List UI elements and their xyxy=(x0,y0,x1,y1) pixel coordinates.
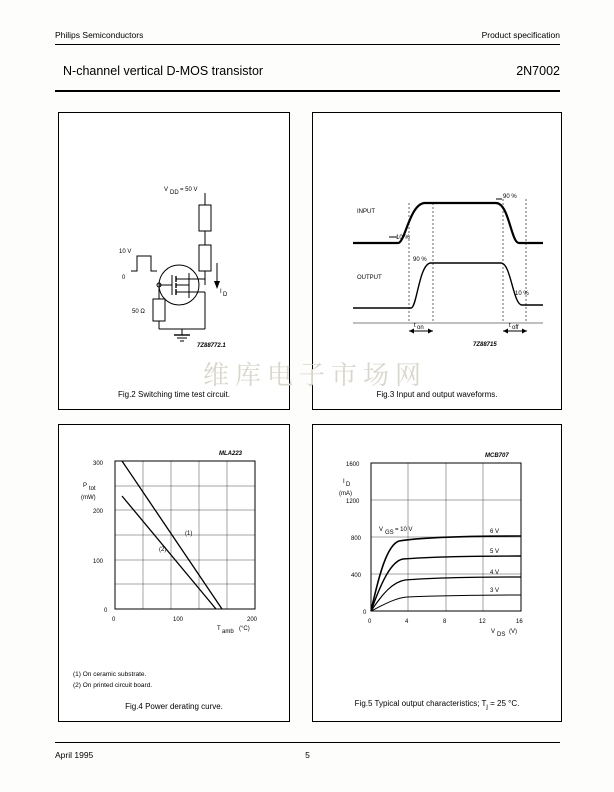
svg-text:800: 800 xyxy=(351,536,362,542)
fig3-waveforms xyxy=(313,113,559,378)
figure-3-caption: Fig.3 Input and output waveforms. xyxy=(376,390,498,399)
svg-text:V: V xyxy=(379,527,384,533)
svg-text:0: 0 xyxy=(122,275,126,281)
svg-text:16: 16 xyxy=(516,619,523,625)
figure-5-caption-main: Fig.5 Typical output characteristics; T xyxy=(354,699,487,709)
svg-text:3 V: 3 V xyxy=(490,588,500,594)
svg-text:OUTPUT: OUTPUT xyxy=(357,275,382,281)
svg-text:0: 0 xyxy=(112,617,116,623)
svg-text:200: 200 xyxy=(247,617,258,623)
svg-text:(mA): (mA) xyxy=(339,491,352,497)
figure-3 xyxy=(312,112,562,410)
svg-text:4: 4 xyxy=(405,619,409,625)
figure-4 xyxy=(58,424,290,722)
svg-text:200: 200 xyxy=(93,509,104,515)
svg-text:300: 300 xyxy=(93,461,104,467)
svg-text:4 V: 4 V xyxy=(490,570,500,576)
svg-text:400: 400 xyxy=(351,573,362,579)
svg-text:DD: DD xyxy=(170,190,179,196)
svg-text:(V): (V) xyxy=(509,629,517,635)
figure-4-caption: Fig.4 Power derating curve. xyxy=(125,702,223,711)
figure-4-note-2: (2) On printed circuit board. xyxy=(73,682,153,689)
svg-text:90 %: 90 % xyxy=(503,194,517,200)
figure-5-caption-sub: j xyxy=(486,704,488,711)
svg-text:10 V: 10 V xyxy=(119,249,132,255)
svg-text:0: 0 xyxy=(104,608,108,614)
figure-5-caption-end: = 25 °C. xyxy=(487,699,520,709)
svg-text:10 %: 10 % xyxy=(396,235,410,241)
svg-text:V: V xyxy=(491,629,496,635)
fig2-circuit xyxy=(59,113,287,378)
figure-4-notes xyxy=(73,669,152,691)
header-rule xyxy=(55,44,560,45)
fig5-chart xyxy=(313,425,559,660)
svg-text:(2): (2) xyxy=(159,547,167,553)
svg-text:0: 0 xyxy=(368,619,372,625)
svg-text:6 V: 6 V xyxy=(490,529,500,535)
svg-text:DS: DS xyxy=(497,632,506,638)
fig4-chart xyxy=(59,425,287,660)
svg-text:100: 100 xyxy=(173,617,184,623)
svg-text:off: off xyxy=(512,325,519,331)
svg-text:T: T xyxy=(217,626,221,632)
footer-date: April 1995 xyxy=(55,750,94,760)
figure-2 xyxy=(58,112,290,410)
svg-text:1200: 1200 xyxy=(346,499,360,505)
svg-text:D: D xyxy=(223,292,228,298)
figure-2-caption: Fig.2 Switching time test circuit. xyxy=(117,390,231,399)
figure-5 xyxy=(312,424,562,722)
page-title: N-channel vertical D-MOS transistor xyxy=(63,64,264,78)
header-left: Philips Semiconductors xyxy=(55,30,144,40)
svg-text:tot: tot xyxy=(89,486,96,492)
footer-page-number: 5 xyxy=(305,750,310,760)
svg-text:(mW): (mW) xyxy=(81,495,96,501)
svg-text:P: P xyxy=(83,483,88,489)
svg-text:D: D xyxy=(346,482,351,488)
svg-text:V: V xyxy=(164,187,169,193)
svg-text:7Z88772.1: 7Z88772.1 xyxy=(197,343,226,349)
svg-text:10 %: 10 % xyxy=(515,291,529,297)
svg-text:MLA223: MLA223 xyxy=(219,451,243,457)
watermark: 维库电子市场网 xyxy=(202,361,427,391)
svg-text:t: t xyxy=(414,323,416,329)
title-rule xyxy=(55,90,560,92)
svg-text:= 50 V: = 50 V xyxy=(180,187,198,193)
part-number: 2N7002 xyxy=(516,64,560,78)
svg-text:I: I xyxy=(343,479,345,485)
figure-4-note-1: (1) On ceramic substrate. xyxy=(73,671,147,678)
svg-text:90 %: 90 % xyxy=(413,257,427,263)
svg-text:50 Ω: 50 Ω xyxy=(132,309,145,315)
svg-text:7Z88715: 7Z88715 xyxy=(473,342,497,348)
svg-text:= 10 V: = 10 V xyxy=(395,527,413,533)
svg-text:(°C): (°C) xyxy=(239,626,250,632)
svg-text:MCB707: MCB707 xyxy=(485,453,509,459)
footer-rule xyxy=(55,742,560,743)
svg-text:8: 8 xyxy=(443,619,447,625)
svg-text:12: 12 xyxy=(479,619,486,625)
svg-text:(1): (1) xyxy=(185,531,193,537)
svg-text:t: t xyxy=(509,323,511,329)
svg-text:5 V: 5 V xyxy=(490,549,500,555)
figure-5-caption xyxy=(313,699,561,711)
svg-text:I: I xyxy=(220,289,222,295)
title-row xyxy=(55,64,560,84)
svg-text:amb: amb xyxy=(222,629,234,635)
svg-text:0: 0 xyxy=(363,610,367,616)
svg-text:1600: 1600 xyxy=(346,462,360,468)
header-right: Product specification xyxy=(481,30,560,40)
svg-text:GS: GS xyxy=(385,530,394,536)
svg-text:on: on xyxy=(417,325,424,331)
svg-text:100: 100 xyxy=(93,559,104,565)
svg-text:INPUT: INPUT xyxy=(357,209,375,215)
